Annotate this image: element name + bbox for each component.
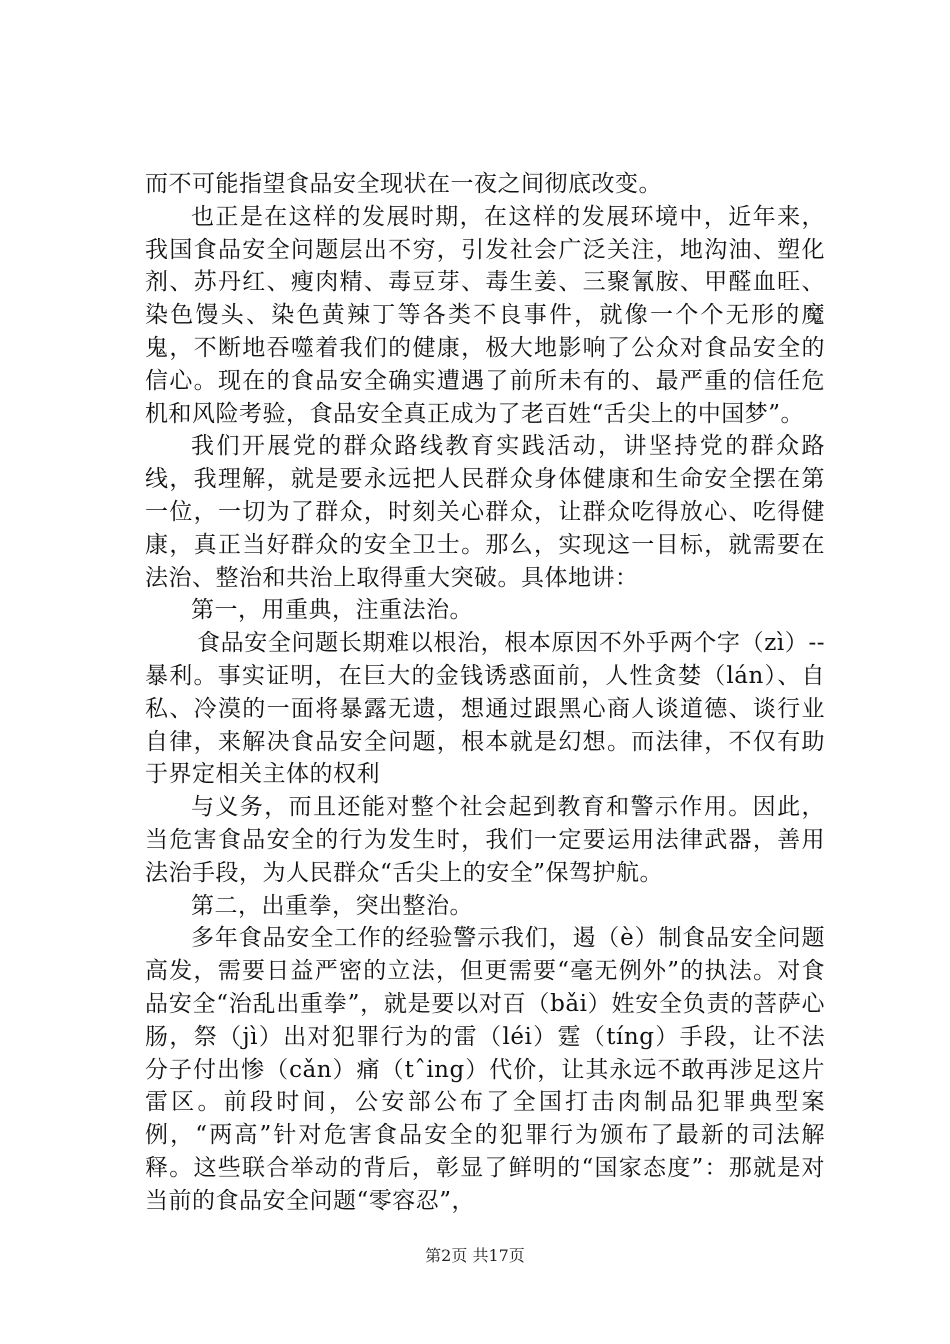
paragraph-6: 多年食品安全工作的经验警示我们，遏（è）制食品安全问题高发，需要日益严密的立法，但更需要“毫无例外”的执法。对食品安全“治乱出重拳”，就是要以对百（bǎi）姓安全负责的菩萨心肠，祭（jì）出对犯罪行为的雷（léi）霆（tíng）手段，让不法分子付出惨（cǎn）痛（tˆing）代价，让其永远不敢再涉足这片雷区。前段时间，公安部公布了全国打击肉制品犯罪典型案例，“两高”针对危害食品安全的犯罪行为颁布了最新的司法解释。这些联合举动的背后，彰显了鲜明的“国家态度”：那就是对当前的食品安全问题“零容忍”， <box>145 925 825 1214</box>
document-body <box>145 168 825 1218</box>
paragraph-5: 与义务，而且还能对整个社会起到教育和警示作用。因此，当危害食品安全的行为发生时，我们一定要运用法律武器，善用法治手段，为人民群众“舌尖上的安全”保驾护航。 <box>145 794 825 886</box>
paragraph-2: 也正是在这样的发展时期，在这样的发展环境中，近年来，我国食品安全问题层出不穷，引发社会广泛关注，地沟油、塑化剂、苏丹红、瘦肉精、毒豆芽、毒生姜、三聚氰胺、甲醛血旺、染色馒头、染色黄辣丁等各类不良事件，就像一个个无形的魔鬼，不断地吞噬着我们的健康，极大地影响了公众对食品安全的信心。现在的食品安全确实遭遇了前所未有的、最严重的信任危机和风险考验，食品安全真正成为了老百姓“舌尖上的中国梦”。 <box>145 203 825 427</box>
page-number-footer: 第2页 共17页 <box>425 1246 525 1265</box>
paragraph-1: 而不可能指望食品安全现状在一夜之间彻底改变。 <box>145 171 662 197</box>
paragraph-4: 食品安全问题长期难以根治，根本原因不外乎两个字（zì）--暴利。事实证明，在巨大的金钱诱惑面前，人性贪婪（lán）、自私、冷漠的一面将暴露无遗，想通过跟黑心商人谈道德、谈行业自律，来解决食品安全问题，根本就是幻想。而法律，不仅有助于界定相关主体的权利 <box>145 630 825 788</box>
section-heading-1: 第一，用重典，注重法治。 <box>191 597 473 624</box>
paragraph-3: 我们开展党的群众路线教育实践活动，讲坚持党的群众路线，我理解，就是要永远把人民群众身体健康和生命安全摆在第一位，一切为了群众，时刻关心群众，让群众吃得放心、吃得健康，真正当好群众的安全卫士。那么，实现这一目标，就需要在法治、整治和共治上取得重大突破。具体地讲： <box>145 433 825 591</box>
section-heading-2: 第二，出重拳，突出整治。 <box>191 892 473 919</box>
